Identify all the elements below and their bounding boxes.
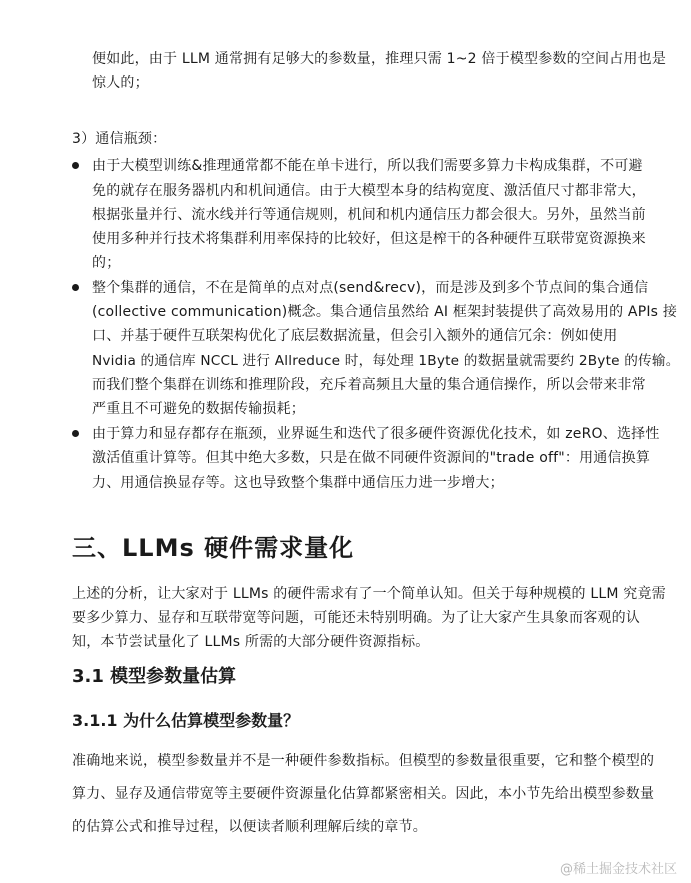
- bullet-line: 整个集群的通信，不在是简单的点对点(send&recv)，而是涉及到多个节点间的集合通信: [92, 280, 649, 296]
- paragraph-line: 知，本节尝试量化了 LLMs 所需的大部分硬件资源指标。: [72, 634, 430, 650]
- paragraph-line: 准确地来说，模型参数量并不是一种硬件参数指标。但模型的参数量很重要，它和整个模型的: [72, 753, 655, 769]
- section-label: 3）通信瓶颈：: [72, 131, 167, 147]
- bullet-icon: [72, 162, 79, 169]
- paragraph-line: 算力、显存及通信带宽等主要硬件资源量化估算都紧密相关。因此，本小节先给出模型参数量: [72, 786, 655, 802]
- intro-line: 便如此，由于 LLM 通常拥有足够大的参数量，推理只需 1~2 倍于模型参数的空间占用也是: [92, 51, 667, 67]
- bullet-line: 的；: [92, 255, 121, 271]
- bullet-icon: [72, 430, 79, 437]
- bullet-line: Nvidia 的通信库 NCCL 进行 Allreduce 时，每处理 1Byte 的数据量就需要约 2Byte 的传输。: [92, 353, 680, 369]
- subsubsection-heading: 3.1.1 为什么估算模型参数量？: [72, 711, 300, 730]
- bullet-line: (collective communication)概念。集合通信虽然给 AI 框架封装提供了高效易用的 APIs 接: [92, 304, 678, 320]
- bullet-line: 严重且不可避免的数据传输损耗；: [92, 401, 305, 417]
- paragraph-line: 的估算公式和推导过程，以便读者顺利理解后续的章节。: [72, 819, 427, 835]
- bullet-line: 使用多种并行技术将集群利用率保持的比较好，但这是榨干的各种硬件互联带宽资源换来: [92, 231, 646, 247]
- watermark: @稀土掘金技术社区: [559, 862, 677, 877]
- bullet-line: 由于算力和显存都存在瓶颈，业界诞生和迭代了很多硬件资源优化技术，如 zeRO、选择性: [92, 426, 660, 442]
- paragraph-line: 要多少算力、显存和互联带宽等问题，可能还未特别明确。为了让大家产生具象而客观的认: [72, 610, 640, 626]
- bullet-line: 而我们整个集群在训练和推理阶段，充斥着高频且大量的集合通信操作，所以会带来非常: [92, 377, 646, 393]
- bullet-line: 由于大模型训练&推理通常都不能在单卡进行，所以我们需要多算力卡构成集群，不可避: [92, 158, 643, 174]
- bullet-line: 口、并基于硬件互联架构优化了底层数据流量，但会引入额外的通信冗余：例如使用: [92, 328, 618, 344]
- subsection-heading: 3.1 模型参数量估算: [72, 666, 237, 687]
- intro-line: 惊人的；: [92, 75, 149, 91]
- paragraph-line: 上述的分析，让大家对于 LLMs 的硬件需求有了一个简单认知。但关于每种规模的 LLM 究竟需: [72, 586, 666, 602]
- bullet-line: 根据张量并行、流水线并行等通信规则，机间和机内通信压力都会很大。另外，虽然当前: [92, 207, 646, 223]
- bullet-line: 力、用通信换显存等。这也导致整个集群中通信压力进一步增大；: [92, 475, 504, 491]
- bullet-line: 激活值重计算等。但其中绝大多数，只是在做不同硬件资源间的"trade off"：用通信换算: [92, 450, 651, 466]
- bullet-icon: [72, 284, 79, 291]
- section-heading: 三、LLMs 硬件需求量化: [72, 534, 355, 562]
- bullet-line: 免的就存在服务器机内和机间通信。由于大模型本身的结构宽度、激活值尺寸都非常大，: [92, 183, 646, 199]
